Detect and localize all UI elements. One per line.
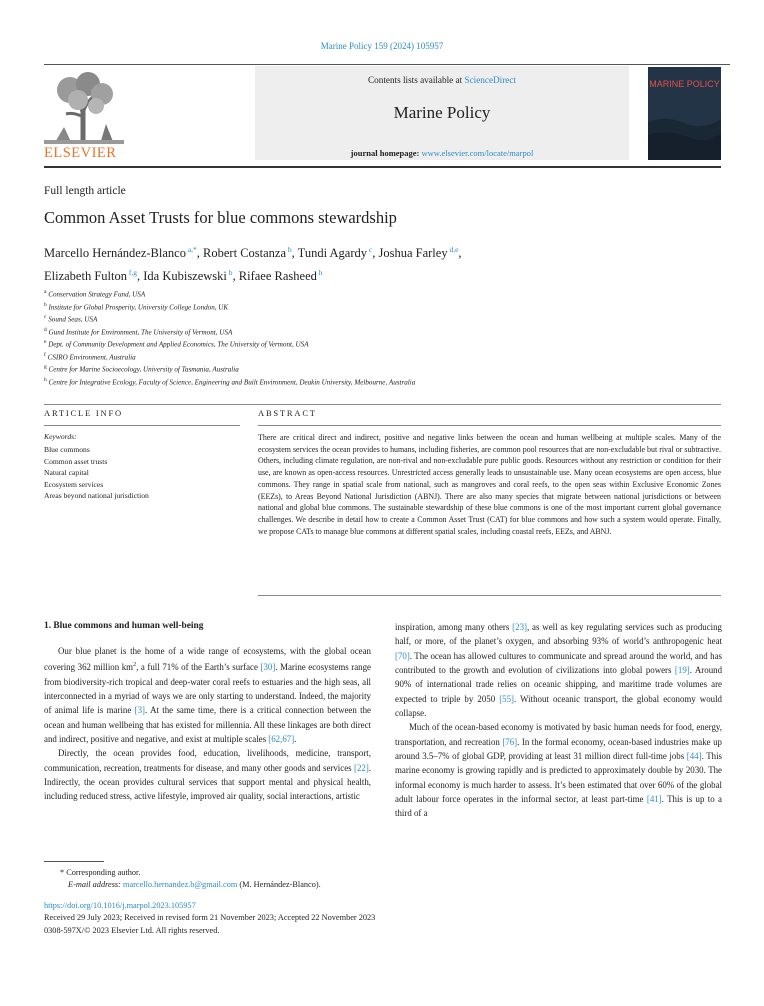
author-name[interactable]: Joshua Farley: [378, 246, 448, 261]
email-link[interactable]: marcello.hernandez.b@gmail.com: [123, 880, 238, 889]
superscript: 2: [133, 662, 137, 669]
affiliation-item: [44, 362, 415, 375]
article-footer: [44, 900, 375, 937]
body-paragraph: [395, 720, 722, 820]
affiliation-text: CSIRO Environment, Australia: [45, 353, 136, 362]
affiliation-key: c: [44, 314, 47, 321]
paragraph-text: . The ocean has allowed cultures to communicate and spread around the world, and has contributed to the growth and evolution of civilizations into global powers: [395, 650, 722, 676]
copyright-line: 0308-597X/© 2023 Elsevier Ltd. All rights reserved.: [44, 925, 220, 935]
article-type: Full length article: [44, 185, 126, 197]
paragraph-text: , a full 71% of the Earth’s surface: [136, 662, 261, 673]
affiliation-item: [44, 312, 415, 325]
paragraph-text: Much of the ocean-based economy is motivated by basic human needs for food, energy, transportation, and recreation: [395, 722, 722, 747]
paragraph-text: .: [294, 734, 297, 745]
affiliation-text: Sound Seas, USA: [46, 315, 98, 324]
abstract-bottom-rule: [258, 595, 721, 596]
body-paragraph: [44, 644, 371, 746]
author-affiliation-marker[interactable]: c: [367, 245, 373, 254]
homepage-link[interactable]: www.elsevier.com/locate/marpol: [421, 148, 534, 158]
affiliation-key: e: [44, 339, 47, 346]
paragraph-text: . This is up to a third of a: [395, 794, 722, 819]
author-affiliation-marker[interactable]: b: [286, 245, 292, 254]
footnote-rule: [44, 861, 104, 862]
keyword-item: Natural capital: [44, 468, 89, 477]
author-affiliation-marker[interactable]: d,e: [447, 245, 459, 254]
body-right-column: [395, 620, 722, 821]
email-line: E-mail address: marcello.hernandez.b@gmail.com (M. Hernández-Blanco).: [68, 880, 321, 889]
affiliation-item: [44, 375, 415, 388]
keyword-item: Blue commons: [44, 445, 90, 454]
article-info-rule: [44, 425, 240, 426]
author-affiliation-marker[interactable]: f,g: [126, 268, 137, 278]
paragraph-text: Directly, the ocean provides food, education, livelihoods, medicine, transport, communication, recreation, treatments for disease, and many other goods and services: [44, 748, 371, 773]
paragraph-text: Our blue planet is the home of a wide range of ecosystems, with the global ocean covering 362 million km: [44, 646, 371, 673]
elsevier-wordmark: ELSEVIER: [44, 145, 117, 161]
author-name[interactable]: Elizabeth Fulton: [44, 269, 127, 284]
body-paragraph: [395, 620, 722, 720]
author-list: Marcello Hernández-Blanco $^{a,*}$, Robert Costanza $^b$, Tundi Agardy $^c$, Joshua Farley $^{d,e}$, Elizabeth Fulton $^{f,g}$, Ida Kubiszewski $^b$, Rifaee Rasheed $^h$: [44, 245, 462, 284]
affiliation-text: Centre for Integrative Ecology, Faculty of Science, Engineering and Built Environment, Deakin University, Melbourne, Australia: [46, 378, 416, 387]
keywords-label: Keywords:: [44, 432, 77, 441]
affiliation-key: f: [44, 351, 46, 358]
contents-line: Contents lists available at ScienceDirect: [368, 75, 516, 85]
reference-link[interactable]: [41]: [646, 794, 662, 805]
author-name[interactable]: Marcello Hernández-Blanco: [44, 246, 186, 261]
reference-link[interactable]: [44]: [686, 751, 702, 762]
section-divider: [44, 404, 721, 405]
affiliation-text: Dept. of Community Development and Applied Economics, The University of Vermont, USA: [46, 340, 309, 349]
reference-link[interactable]: [55]: [499, 693, 515, 704]
author-affiliation-marker[interactable]: h: [316, 268, 323, 278]
paragraph-text: . In the formal economy, ocean-based industries make up around 3.5–7% of global GDP, providing at least 31 million direct full-time jobs: [395, 736, 722, 762]
affiliation-key: d: [44, 326, 47, 333]
body-paragraph: [44, 746, 371, 803]
article-title: Common Asset Trusts for blue commons stewardship: [44, 208, 397, 227]
reference-link[interactable]: [23]: [512, 622, 527, 632]
affiliation-key: h: [44, 376, 47, 383]
received-dates: Received 29 July 2023; Received in revised form 21 November 2023; Accepted 22 November 2023: [44, 913, 376, 923]
keyword-item: Ecosystem services: [44, 479, 104, 489]
article-info-heading: ARTICLE INFO: [44, 408, 123, 418]
reference-link[interactable]: [76]: [502, 736, 518, 747]
keyword-item: Areas beyond national jurisdiction: [44, 491, 149, 500]
affiliation-key: g: [44, 364, 47, 371]
paragraph-text: inspiration, among many others: [395, 622, 513, 632]
paragraph-text: . Without oceanic transport, the global economy would collapse.: [395, 693, 722, 719]
keyword-list: [44, 444, 149, 502]
journal-citation[interactable]: Marine Policy 159 (2024) 105957: [320, 41, 444, 51]
paragraph-text: , as well as key regulating services such as producing half, or more, of the planet’s oxygen, and absorbing 93% of world’s anthropogenic heat: [395, 622, 722, 647]
paragraph-text: . At the same time, there is a critical connection between the ocean and human wellbeing that has existed for millennia. All these linkages are both direct and indirect, positive and negative, and exist at multiple scales: [44, 705, 371, 745]
cover-title: MARINE POLICY: [649, 79, 720, 89]
affiliation-item: [44, 287, 415, 300]
reference-link[interactable]: [62,67]: [268, 734, 295, 745]
corresponding-author-note: * Corresponding author.: [60, 868, 141, 877]
affiliation-key: a: [44, 289, 47, 295]
affiliation-text: Gund Institute for Environment, The University of Vermont, USA: [46, 328, 233, 337]
affiliation-key: b: [44, 301, 47, 308]
paragraph-text: . Around 90% of international trade relies on oceanic shipping, and maritime trade volumes are expected to triple by 2050: [395, 665, 723, 704]
sciencedirect-link[interactable]: ScienceDirect: [464, 75, 516, 85]
affiliation-text: Conservation Strategy Fund, USA: [46, 290, 146, 299]
doi-link[interactable]: https://doi.org/10.1016/j.marpol.2023.105957: [44, 901, 196, 910]
abstract-text: There are critical direct and indirect, positive and negative links between the ocean and human wellbeing at multiple scales. Many of the ecosystem services the ocean provides to humans, including fisheries, are common pool resources that are non-excludable but rival or subtractive. Others, including climate regulation, are non-rival and non-excludable pure public goods. Resources without any restriction or condition for their use, are known as open-access resources. Unrestricted access generally leads to unsustainable use. Many ocean ecosystems are open access, blue commons. They range in spatial scale from national, such as mangroves and coral reefs, to the open seas within Exclusive Economic Zones (EEZs), to Areas Beyond National Jurisdiction (ABNJ). There are also many species that migrate between national jurisdictions or between national and global blue commons. The sustainable stewardship of these blue commons is one of the most important current global governance challenges. We describe in detail how to create a Common Asset Trust (CAT) for blue commons and how such a system would operate. Finally, we propose CATs to manage blue commons at different spatial scales, including coastal reefs, EEZs, and ABNJ.: [258, 433, 721, 536]
affiliation-text: Centre for Marine Socioecology, University of Tasmania, Australia: [46, 365, 239, 374]
journal-title: Marine Policy: [393, 103, 491, 122]
affiliation-text: Institute for Global Prosperity, University College London, UK: [46, 302, 229, 311]
abstract-rule: [258, 425, 721, 426]
affiliation-item: [44, 300, 415, 313]
affiliation-item: [44, 325, 415, 338]
reference-link[interactable]: [30]: [260, 662, 276, 673]
header-divider: [44, 166, 721, 168]
affiliation-item: [44, 350, 415, 363]
journal-cover-image[interactable]: [648, 67, 721, 160]
paragraph-text: . This marine economy is growing rapidly and is predicted to approximately double by 2030. The informal economy is much harder to assess. It’s been estimated that over 60% of the global adult labour force operates in the informal sector, at least part-time: [395, 751, 722, 805]
homepage-line: journal homepage: www.elsevier.com/locate/marpol: [350, 148, 534, 158]
masthead-top-rule: [44, 64, 730, 65]
reference-link[interactable]: [22]: [353, 762, 369, 773]
author-affiliation-marker[interactable]: a,*: [185, 245, 197, 254]
reference-link[interactable]: [19]: [674, 665, 690, 676]
author-name[interactable]: Rifaee Rasheed: [238, 269, 317, 284]
body-left-column: [44, 644, 371, 804]
footnote: [60, 867, 321, 891]
abstract-heading: ABSTRACT: [258, 408, 317, 418]
author-name[interactable]: Tundi Agardy: [297, 246, 368, 261]
keyword-item: Common asset trusts: [44, 456, 108, 466]
reference-link[interactable]: [3]: [134, 705, 145, 716]
section-1-title: 1. Blue commons and human well-being: [44, 621, 204, 631]
paragraph-text: . Indirectly, the ocean provides cultural services that support mental and physical health, including reduced stress, active lifestyle, improved air quality, social interactions, artistic: [44, 762, 371, 802]
author-affiliation-marker[interactable]: b: [226, 268, 233, 278]
affiliation-list: [44, 287, 415, 388]
reference-link[interactable]: [70]: [395, 650, 410, 661]
author-name[interactable]: Robert Costanza: [203, 246, 287, 261]
author-name[interactable]: Ida Kubiszewski: [143, 269, 227, 284]
paragraph-text: . Marine ecosystems range from biodiversity-rich tropical and deep-water coral reefs to estuaries and the high seas, all interconnected in a myriad of ways we are only starting to understand. Indeed, the majority of animal life is marine: [44, 662, 371, 716]
affiliation-item: [44, 337, 415, 350]
